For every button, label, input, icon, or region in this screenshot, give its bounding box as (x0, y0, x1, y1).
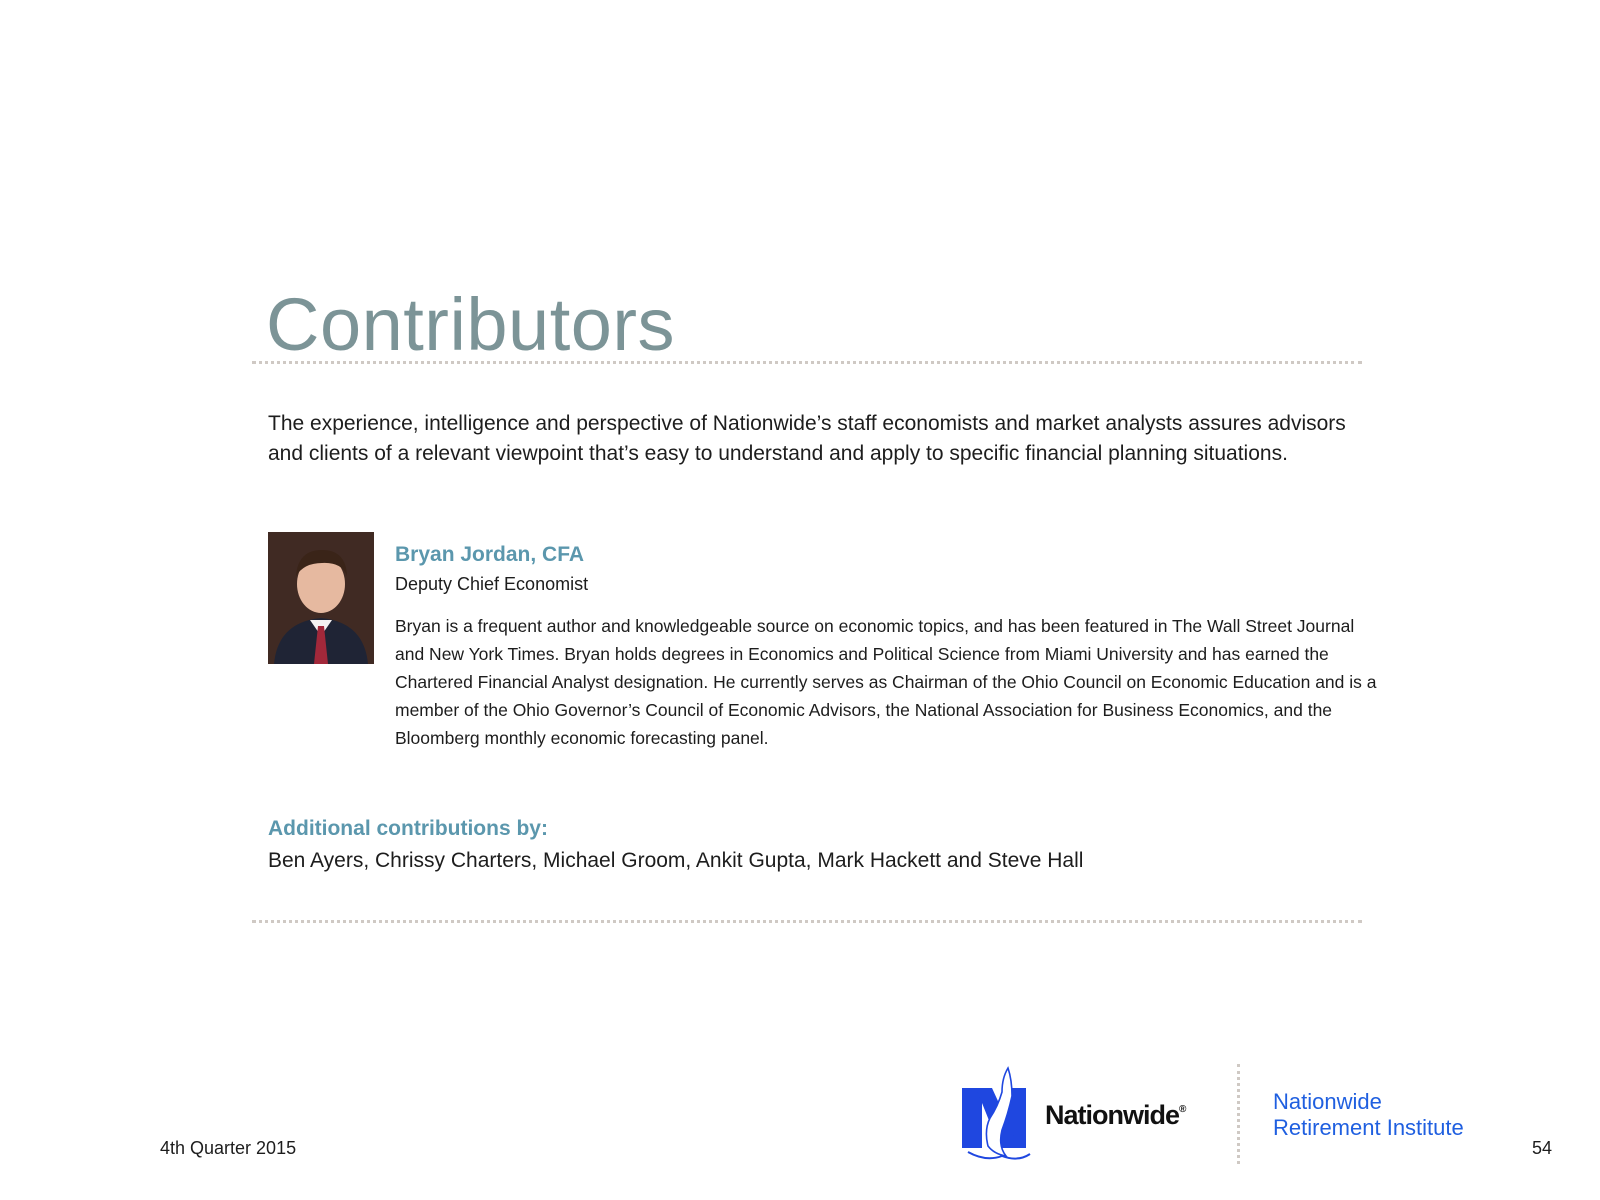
retirement-institute-label (1273, 1089, 1464, 1141)
bottom-divider (252, 920, 1362, 923)
contributor-role: Deputy Chief Economist (395, 574, 589, 594)
intro-paragraph: The experience, intelligence and perspective of Nationwide’s staff economists and market analysts assures advisors and clients of a relevant viewpoint that’s easy to understand and apply to specific financial planning situations. (268, 412, 1346, 465)
additional-contributors-list: Ben Ayers, Chrissy Charters, Michael Groom, Ankit Gupta, Mark Hackett and Steve Hall (268, 849, 1084, 872)
institute-line-1: Nationwide (1273, 1089, 1382, 1114)
top-divider (252, 361, 1362, 364)
contributor-photo (268, 532, 374, 664)
contributor-name: Bryan Jordan, CFA (395, 543, 585, 566)
nationwide-eagle-logo-icon (962, 1066, 1032, 1162)
contributor-bio: Bryan is a frequent author and knowledgeable source on economic topics, and has been featured in The Wall Street Journal and New York Times. Bryan holds degrees in Economics and Political Science from Miami University and has earned the Chartered Financial Analyst designation. He currently serves as Chairman of the Ohio Council on Economic Education and is a member of the Ohio Governor’s Council of Economic Advisors, the National Association for Business Economics, and the Bloomberg monthly economic forecasting panel. (395, 616, 1377, 748)
page-number: 54 (1532, 1138, 1553, 1158)
additional-contributions-heading: Additional contributions by: (268, 817, 548, 840)
institute-line-2: Retirement Institute (1273, 1115, 1464, 1140)
nationwide-wordmark: Nationwide® (1045, 1100, 1186, 1130)
footer-divider (1237, 1064, 1240, 1164)
footer-quarter: 4th Quarter 2015 (160, 1138, 297, 1158)
page-title: Contributors (266, 282, 676, 366)
